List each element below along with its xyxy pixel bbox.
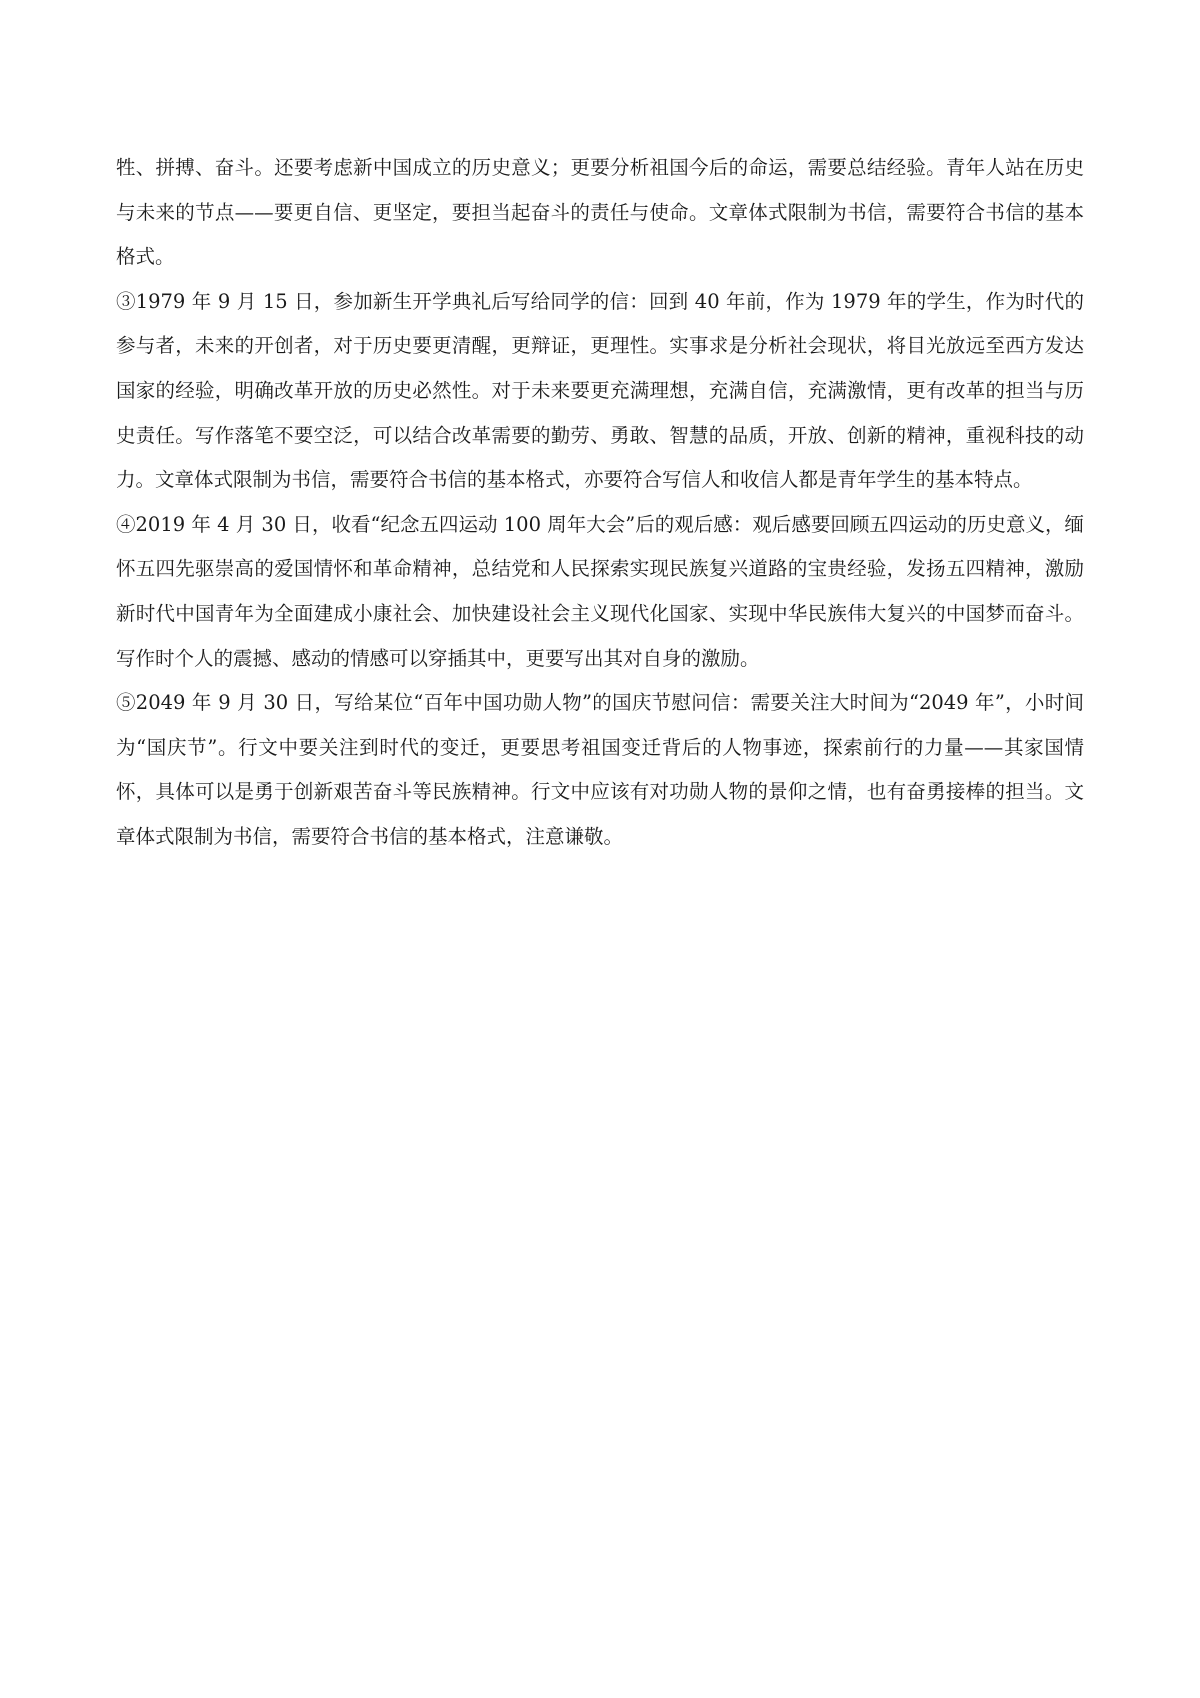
paragraph-continuation: 牲、拼搏、奋斗。还要考虑新中国成立的历史意义；更要分析祖国今后的命运，需要总结经验。青年人站在历史与未来的节点——要更自信、更坚定，要担当起奋斗的责任与使命。文章体式限制为书信，需要符合书信的基本格式。 [116, 156, 1084, 269]
document-body [116, 146, 1084, 860]
paragraph-item-4: ④2019 年 4 月 30 日，收看“纪念五四运动 100 周年大会”后的观后感：观后感要回顾五四运动的历史意义，缅怀五四先驱崇高的爱国情怀和革命精神，总结党和人民探索实现民族复兴道路的宝贵经验，发扬五四精神，激励新时代中国青年为全面建成小康社会、加快建设社会主义现代化国家、实现中华民族伟大复兴的中国梦而奋斗。写作时个人的震撼、感动的情感可以穿插其中，更要写出其对自身的激励。 [116, 512, 1084, 670]
paragraph-item-5: ⑤2049 年 9 月 30 日，写给某位“百年中国功勋人物”的国庆节慰问信：需要关注大时间为“2049 年”，小时间为“国庆节”。行文中要关注到时代的变迁，更要思考祖国变迁背后的人物事迹，探索前行的力量——其家国情怀，具体可以是勇于创新艰苦奋斗等民族精神。行文中应该有对功勋人物的景仰之情，也有奋勇接棒的担当。文章体式限制为书信，需要符合书信的基本格式，注意谦敬。 [116, 691, 1084, 848]
paragraph-item-3: ③1979 年 9 月 15 日，参加新生开学典礼后写给同学的信：回到 40 年前，作为 1979 年的学生，作为时代的参与者，未来的开创者，对于历史要更清醒，更辩证，更理性。实事求是分析社会现状，将目光放远至西方发达国家的经验，明确改革开放的历史必然性。对于未来要更充满理想，充满自信，充满激情，更有改革的担当与历史责任。写作落笔不要空泛，可以结合改革需要的勤劳、勇敢、智慧的品质，开放、创新的精神，重视科技的动力。文章体式限制为书信，需要符合书信的基本格式，亦要符合写信人和收信人都是青年学生的基本特点。 [116, 289, 1084, 492]
